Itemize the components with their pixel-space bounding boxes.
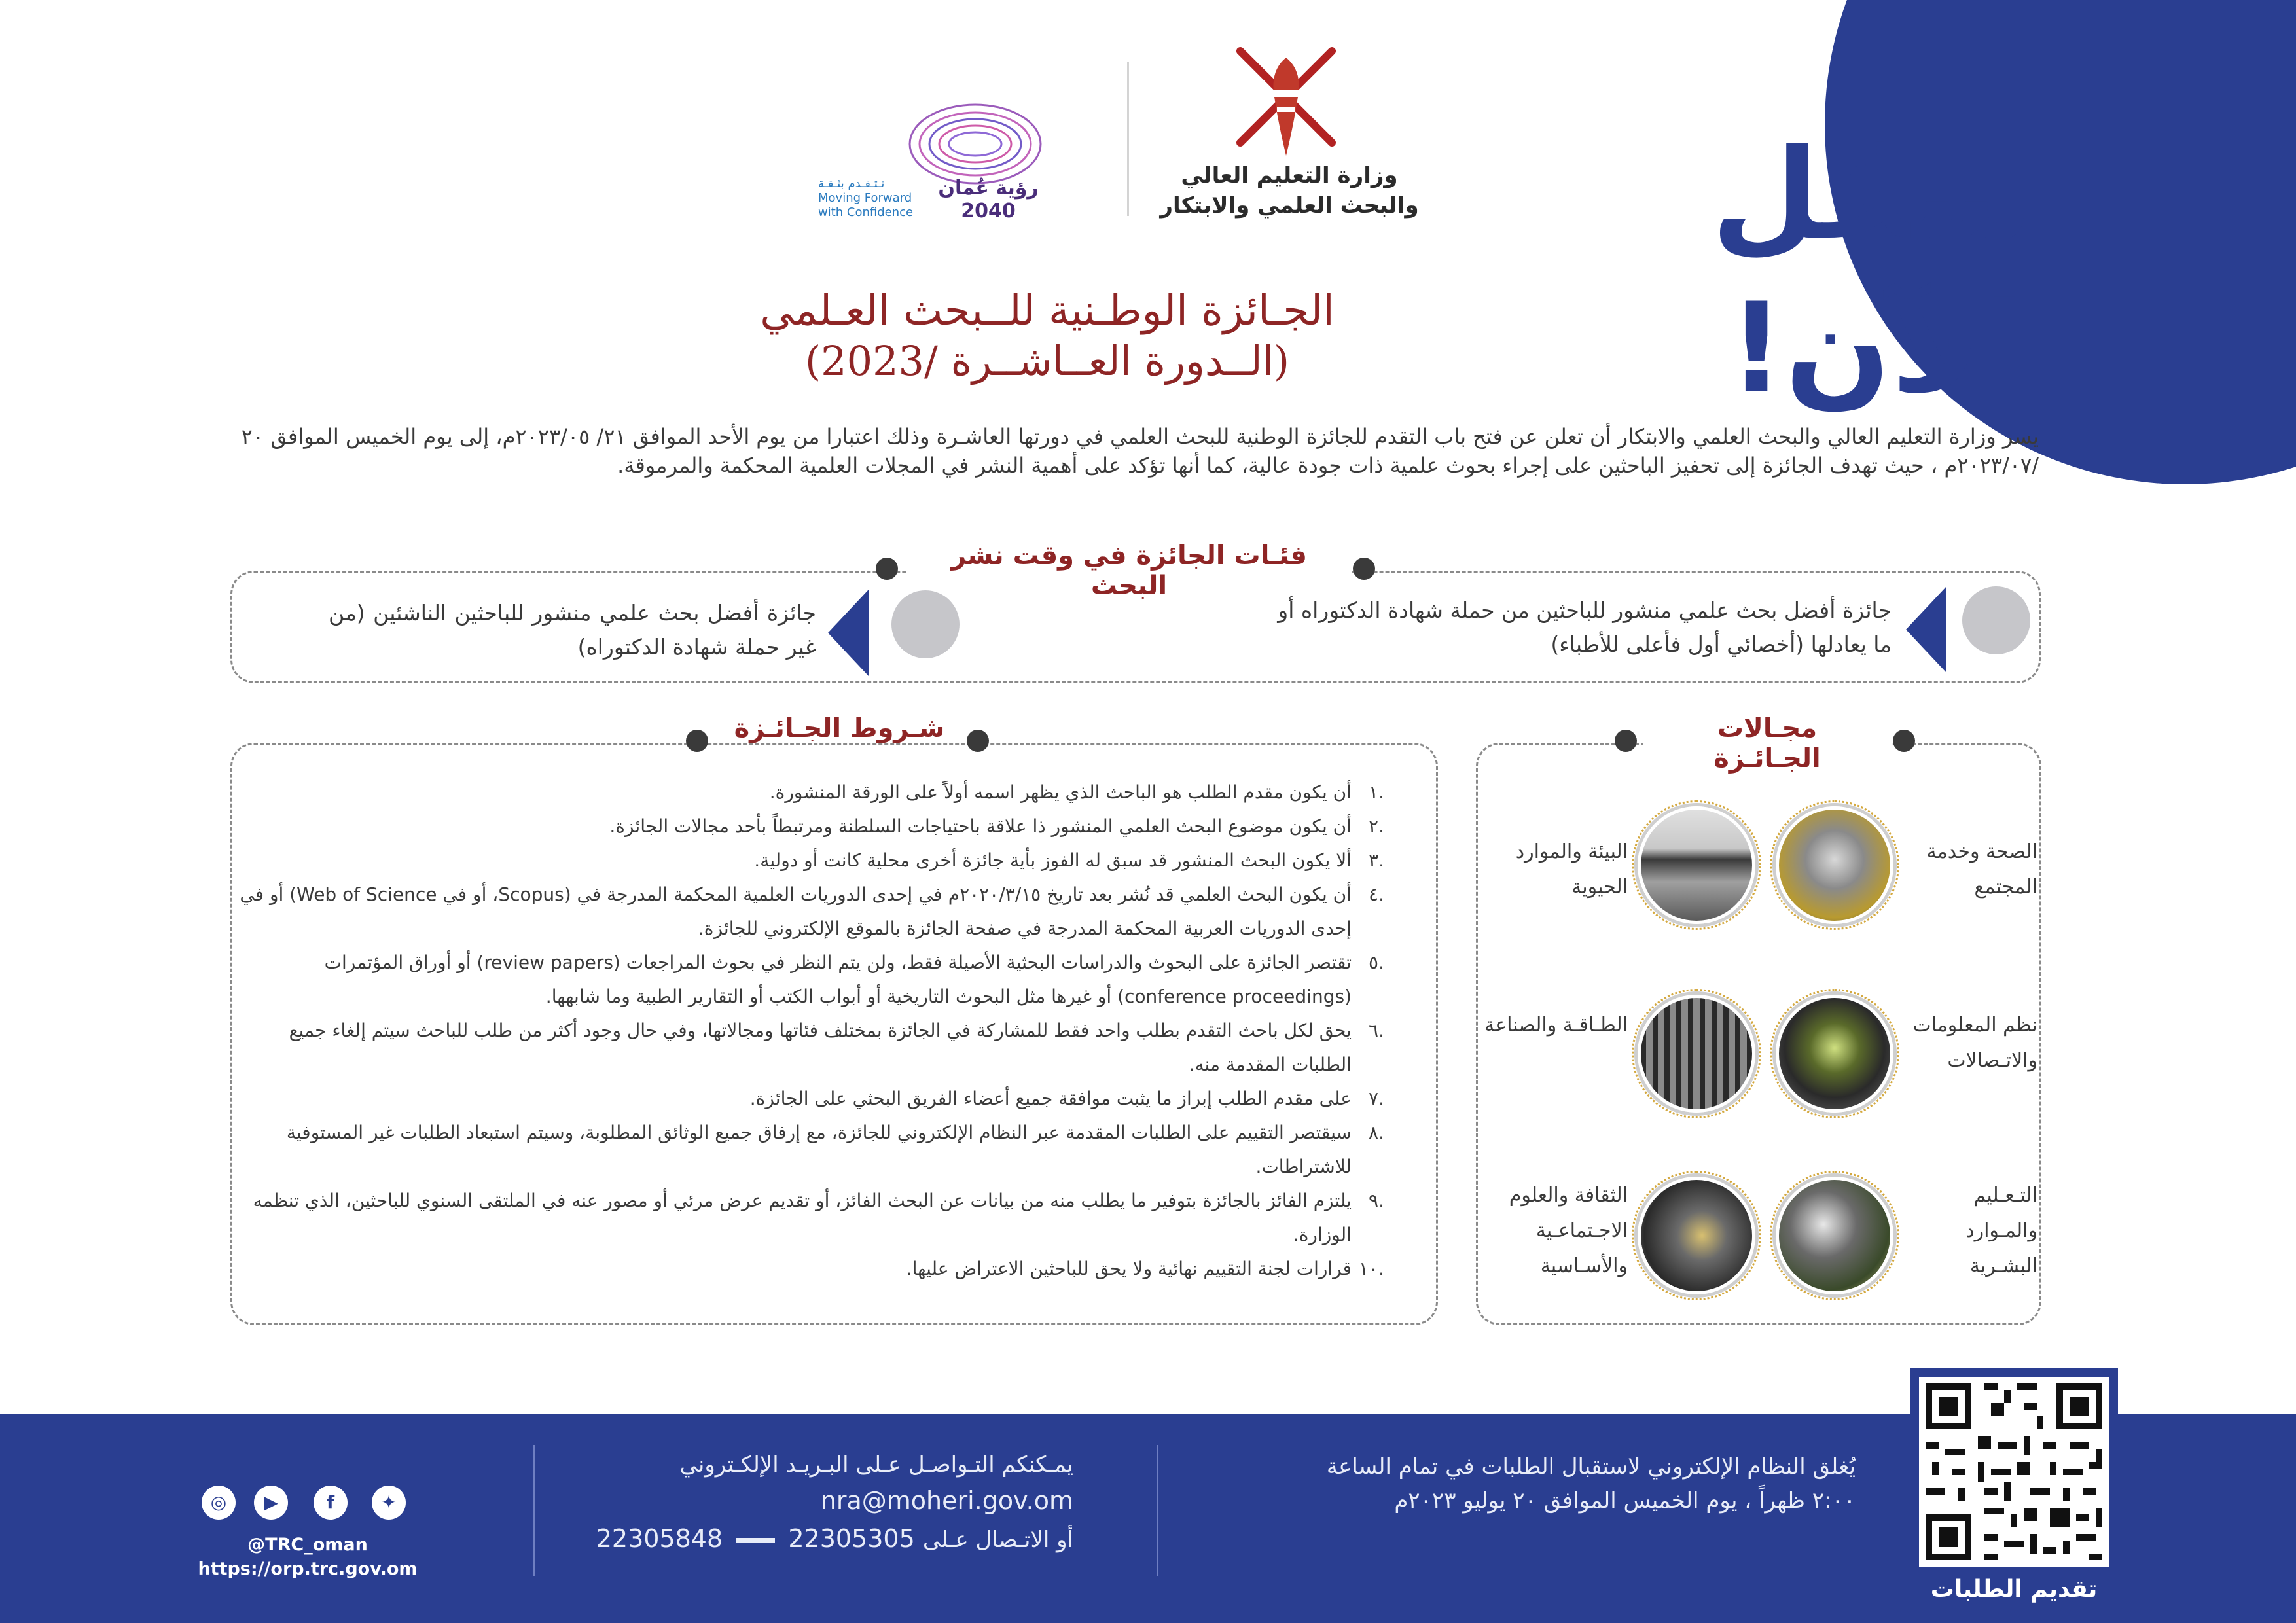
- condition-text: يلتزم الفائز بالجائزة بتوفير ما يطلب منه من بيانات عن البحث الفائز، أو تقديم عرض مرئي أو مصور عنه في الملتقى السنوي للباحثين، الذي تنظمه الوزارة.: [253, 1190, 1352, 1245]
- phone-2[interactable]: 22305848: [596, 1524, 723, 1553]
- field-6-image: [1638, 1177, 1755, 1294]
- condition-number: .١: [1369, 781, 1384, 803]
- logo-divider: [1127, 62, 1129, 216]
- condition-text: يحق لكل باحث التقدم بطلب واحد فقط للمشاركة في الجائزة بمختلف فئاتها ومجالاتها، وفي حال وجود أكثر من طلب للباحث سيتم إلغاء جميع الطلبات المقدمة منه.: [289, 1020, 1352, 1075]
- social-handle[interactable]: @TRC_oman: [247, 1535, 368, 1555]
- category-1-bullet: [1962, 586, 2030, 654]
- field-2-image: [1638, 806, 1755, 924]
- conditions-dot-right: [967, 730, 989, 752]
- qr-code-icon: [1919, 1377, 2109, 1567]
- condition-text: على مقدم الطلب إبراز ما يثبت موافقة جميع أعضاء الفريق البحثي على الجائزة.: [749, 1088, 1352, 1109]
- field-3-ring: [1770, 989, 1899, 1118]
- categories-dot-right: [1353, 558, 1375, 580]
- condition-item: [239, 844, 1384, 878]
- qr-panel[interactable]: [1910, 1368, 2118, 1623]
- phone-separator: [736, 1538, 775, 1543]
- field-2-label: البيئة والموارد الحيوية: [1515, 840, 1628, 899]
- vision-tagline: [818, 177, 916, 220]
- categories-heading: فئـات الجائزة في وقت نشر البحث: [906, 541, 1352, 601]
- field-2-ring: [1632, 800, 1761, 930]
- condition-text: تقتصر الجائزة على البحوث والدراسات البحثية الأصيلة فقط، ولن يتم النظر في بحوث المراجعات (review papers) أو أوراق المؤتمرات (conference proceedings) أو غيرها مثل البحوث التاريخية أو أبواب الكتب أو التقارير الطبية وما شابهها.: [324, 952, 1352, 1007]
- contact-block: [563, 1448, 1073, 1559]
- conditions-list: [239, 776, 1384, 1286]
- condition-text: ألا يكون البحث المنشور قد سبق له الفوز بأية جائزة أخرى محلية كانت أو دولية.: [754, 849, 1352, 871]
- condition-number: .٢: [1369, 815, 1384, 837]
- field-1-image: [1776, 806, 1893, 924]
- field-3-image: [1776, 995, 1893, 1113]
- field-5-ring: [1770, 1171, 1899, 1300]
- condition-text: أن يكون البحث العلمي قد نُشر بعد تاريخ ٢٠٢٠/٣/١٥م في إحدى الدوريات العلمية المحكمة المدرجة في (Scopus، أو في Web of Science) أو في إحدى الدوريات العربية المحكمة المدرجة في صفحة الجائزة بالموقع الإلكتروني للجائزة.: [240, 883, 1352, 939]
- category-2-arrow: [828, 590, 869, 676]
- vision-tagline-ar: نـتـقـدم بثـقـة: [818, 177, 885, 190]
- condition-number: .١٠: [1359, 1258, 1384, 1279]
- condition-number: .٦: [1369, 1020, 1384, 1041]
- condition-text: أن يكون مقدم الطلب هو الباحث الذي يظهر اسمه أولاً على الورقة المنشورة.: [769, 781, 1352, 803]
- condition-number: .٣: [1369, 849, 1384, 871]
- field-4-label: الطـاقـة والصناعة: [1484, 1014, 1628, 1037]
- condition-item: [239, 946, 1384, 1014]
- portal-url[interactable]: https://orp.trc.gov.om: [198, 1559, 418, 1579]
- fields-dot-right: [1893, 730, 1915, 752]
- vision-tagline-en1: Moving Forward: [818, 191, 912, 205]
- fields-dot-left: [1615, 730, 1637, 752]
- vision-tagline-en2: with Confidence: [818, 205, 914, 219]
- condition-number: .٤: [1369, 883, 1384, 905]
- condition-item: [239, 878, 1384, 946]
- page-title: الجـائزة الوطـنية للــبحث العـلمي: [760, 287, 1335, 335]
- conditions-dot-left: [686, 730, 708, 752]
- field-1-label: الصحة وخدمة المجتمع: [1926, 840, 2037, 899]
- phone-prefix: أو الاتـصال عـلى: [922, 1527, 1073, 1553]
- category-2-text: جائزة أفضل بحث علمي منشور للباحثين الناشئين (من غير حملة شهادة الدكتوراه): [329, 600, 816, 660]
- field-6-label: الثقافة والعلوم الاجـتماعـية والأسـاسية: [1509, 1184, 1628, 1277]
- contact-email[interactable]: nra@moheri.gov.om: [820, 1486, 1073, 1515]
- footer-divider-2: [533, 1445, 535, 1576]
- condition-item: [239, 1184, 1384, 1252]
- signup-callout: [1711, 118, 2034, 425]
- field-4-ring: [1632, 989, 1761, 1118]
- category-2-bullet: [891, 590, 960, 658]
- phone-1[interactable]: 22305305: [788, 1524, 915, 1553]
- field-5-label: التـعـليم والمـوارد البشـرية: [1965, 1184, 2037, 1277]
- condition-text: سيقتصر التقييم على الطلبات المقدمة عبر النظام الإلكتروني للجائزة، مع إرفاق جميع الوثائق المطلوبة، وسيتم استبعاد الطلبات غير المستوفية للاشتراطات.: [286, 1122, 1352, 1177]
- ministry-name-line2: والبحث العلمي والابتكار: [1160, 192, 1419, 219]
- condition-item: [239, 776, 1384, 810]
- ministry-name-line1: وزارة التعليم العالي: [1181, 162, 1398, 188]
- condition-number: .٥: [1369, 952, 1384, 973]
- page-subtitle: (الــدورة العــاشــرة /2023): [804, 337, 1290, 385]
- contact-label: يمـكنكم التـواصـل عـلى البـريـد الإلكـتروني: [679, 1452, 1073, 1478]
- qr-code[interactable]: [1919, 1377, 2109, 1567]
- field-1-ring: [1770, 800, 1899, 930]
- signup-line1: سجّل: [1711, 122, 2034, 267]
- deadline-text: يُغلق النظام الإلكتروني لاستقبال الطلبات في تمام الساعة ٢:٠٠ ظهراً ، يوم الخميس الموافق ٢٠ يوليو ٢٠٢٣م: [1326, 1454, 1856, 1514]
- field-5-image: [1776, 1177, 1893, 1294]
- condition-text: أن يكون موضوع البحث العلمي المنشور ذا علاقة باحتياجات السلطنة ومرتبطاً بأحد مجالات الجائزة.: [609, 815, 1352, 837]
- fields-heading: مجـالات الجـائـزة: [1643, 713, 1892, 774]
- category-1-arrow: [1906, 586, 1946, 673]
- conditions-heading: شـروط الجـائـزة: [713, 713, 965, 743]
- condition-number: .٩: [1369, 1190, 1384, 1211]
- youtube-icon[interactable]: ▶: [254, 1486, 288, 1520]
- twitter-icon[interactable]: ✦: [372, 1486, 406, 1520]
- intro-paragraph: يسر وزارة التعليم العالي والبحث العلمي والابتكار أن تعلن عن فتح باب التقدم للجائزة الوطنية للبحث العلمي في دورتها العاشـرة وذلك اعتبارا من يوم الأحد الموافق ٢١/ ٢٠٢٣/٠٥م، إلى يوم الخميس الموافق ٢٠ /٢٠٢٣/٠٧م ، حيث تهدف الجائزة إلى تحفيز الباحثين على إجراء بحوث علمية ذات جودة عالية، كما أنها تؤكد على أهمية النشر في المجلات العلمية المحكمة والمرموقة.: [241, 424, 2039, 478]
- footer-divider-1: [1157, 1445, 1158, 1576]
- condition-item: [239, 1082, 1384, 1116]
- condition-item: [239, 1014, 1384, 1082]
- field-6-ring: [1632, 1171, 1761, 1300]
- condition-item: [239, 810, 1384, 844]
- ministry-logo: [1152, 39, 1427, 229]
- categories-dot-left: [876, 558, 898, 580]
- category-1-text: جائزة أفضل بحث علمي منشور للباحثين من حملة شهادة الدكتوراه أو ما يعادلها (أخصائي أول فأعلى للأطباء): [1278, 597, 1892, 657]
- condition-number: .٨: [1369, 1122, 1384, 1143]
- condition-item: [239, 1116, 1384, 1184]
- signup-line2: الآن!: [1728, 276, 2026, 421]
- field-3-label: نظم المعلومات والاتـصالات: [1912, 1014, 2037, 1072]
- condition-text: قرارات لجنة التقييم نهائية ولا يحق للباحثين الاعتراض عليها.: [906, 1258, 1352, 1279]
- vision-brand: رؤية عُمان 2040: [938, 177, 1039, 223]
- emblem-icon: [1221, 45, 1352, 162]
- contact-phones: [563, 1520, 1073, 1559]
- condition-number: .٧: [1369, 1088, 1384, 1109]
- facebook-icon[interactable]: f: [314, 1486, 348, 1520]
- instagram-icon[interactable]: ◎: [202, 1486, 236, 1520]
- condition-item: [239, 1252, 1384, 1286]
- qr-label: تقديم الطلبات: [1930, 1576, 2098, 1603]
- vision-2040-logo: [818, 79, 1106, 229]
- field-4-image: [1638, 995, 1755, 1113]
